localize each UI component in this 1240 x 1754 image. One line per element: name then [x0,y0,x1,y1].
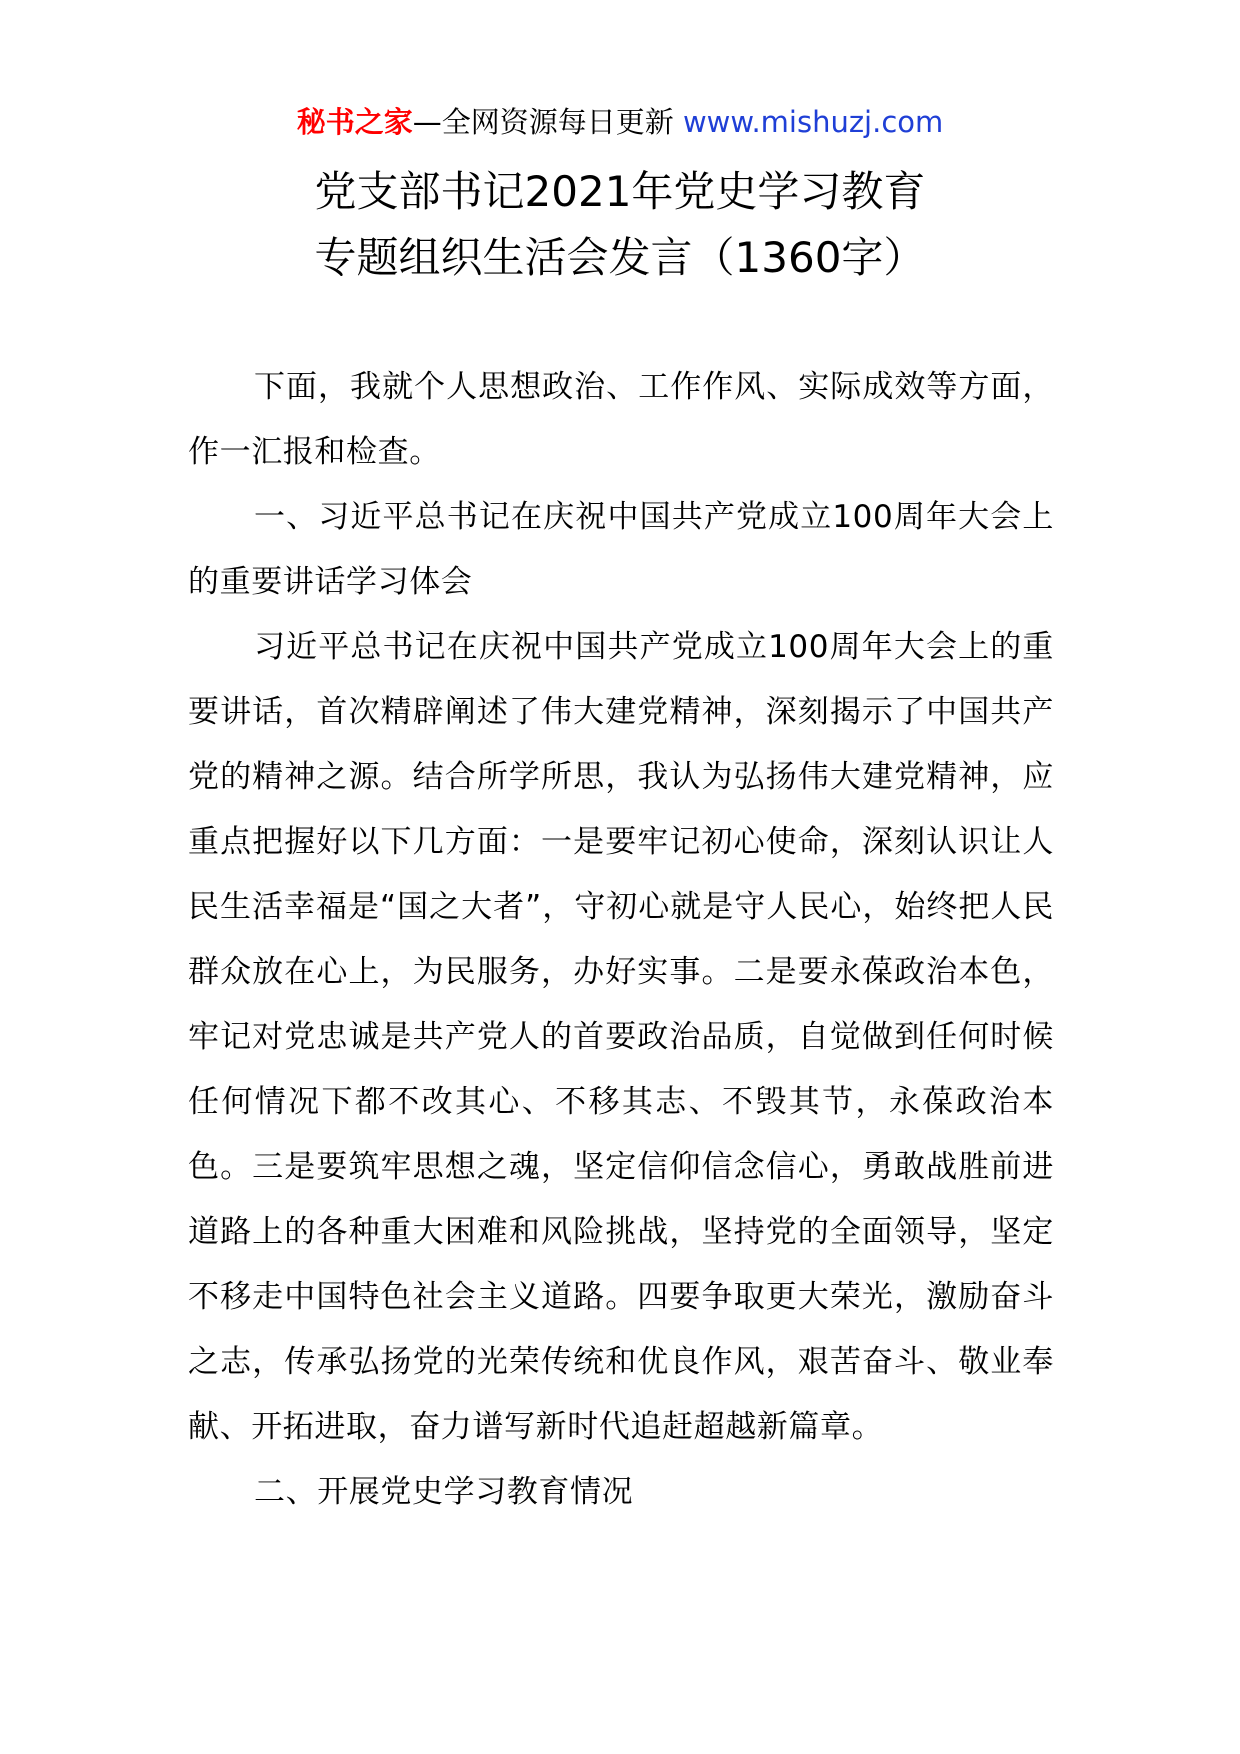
document-title-line-1: 党支部书记2021年党史学习教育 [314,167,926,216]
section-heading-2: 二、开展党史学习教育情况 [254,1474,634,1510]
intro-paragraph: 下面，我就个人思想政治、工作作风、实际成效等方面，作一汇报和检查。 [188,369,1054,470]
brand-name: 秘书之家 [296,105,413,139]
document-title-line-2: 专题组织生活会发言（1360字） [314,233,926,282]
site-url-link[interactable]: www.mishuzj.com [682,105,944,139]
body-paragraph: 习近平总书记在庆祝中国共产党成立100周年大会上的重要讲话，首次精辟阐述了伟大建党精神，深刻揭示了中国共产党的精神之源。结合所学所思，我认为弘扬伟大建党精神，应重点把握好以下几方面：一是要牢记初心使命，深刻认识让人民生活幸福是“国之大者”，守初心就是守人民心，始终把人民群众放在心上，为民服务，办好实事。二是要永葆政治本色，牢记对党忠诚是共产党人的首要政治品质，自觉做到任何时候任何情况下都不改其心、不移其志、不毁其节，永葆政治本色。三是要筑牢思想之魂，坚定信仰信念信心，勇敢战胜前进道路上的各种重大困难和风险挑战，坚持党的全面领导，坚定不移走中国特色社会主义道路。四要争取更大荣光，激励奋斗之志，传承弘扬党的光荣传统和优良作风，艰苦奋斗、敬业奉献、开拓进取，奋力谱写新时代追赶超越新篇章。 [188,629,1054,1445]
document-body [188,355,1054,1525]
section-heading-1: 一、习近平总书记在庆祝中国共产党成立100周年大会上的重要讲话学习体会 [188,499,1054,600]
site-header [0,100,1240,144]
header-slogan: —全网资源每日更新 [412,105,683,139]
